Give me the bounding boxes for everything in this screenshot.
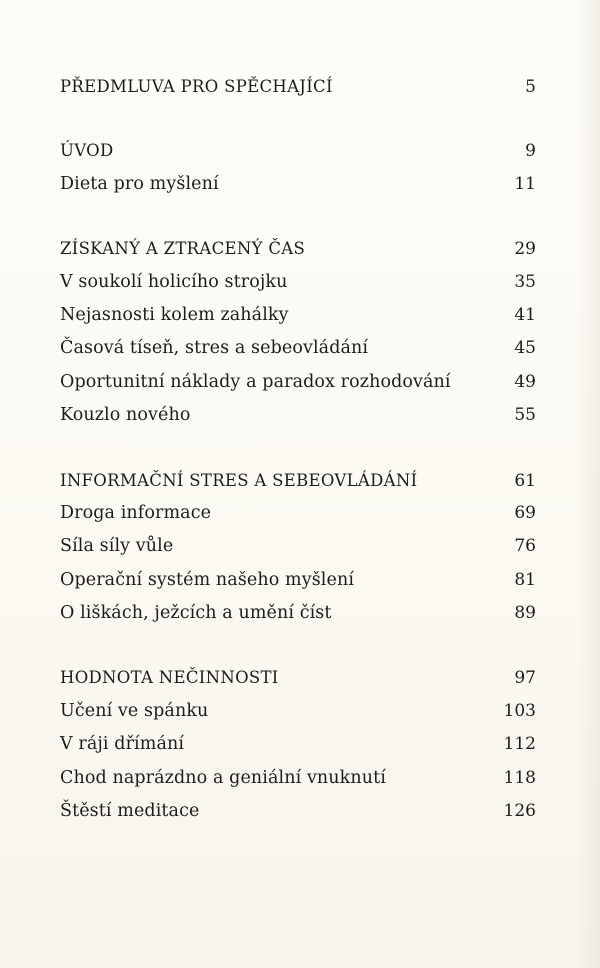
toc-section	[60, 232, 540, 432]
page-number: 55	[514, 405, 536, 426]
page-number: 41	[514, 304, 536, 325]
chapter-title: Učení ve spánku	[60, 700, 209, 721]
toc-entry	[60, 332, 540, 365]
page-number: 89	[514, 603, 536, 624]
chapter-title: Dieta pro myšlení	[60, 173, 219, 194]
chapter-title: Oportunitní náklady a paradox rozhodování	[60, 371, 451, 392]
page-number: 97	[514, 668, 536, 689]
toc-entry	[60, 564, 540, 597]
chapter-title: Kouzlo nového	[60, 405, 191, 426]
toc-section	[60, 70, 540, 103]
toc-entry	[60, 399, 540, 432]
toc-entry	[60, 168, 540, 201]
chapter-title: Operační systém našeho myšlení	[60, 569, 355, 590]
chapter-title: Časová tíseň, stres a sebeovládání	[60, 338, 369, 359]
toc-section	[60, 464, 540, 631]
toc-entry	[60, 597, 540, 630]
page-number: 9	[525, 141, 536, 162]
page-number: 45	[514, 338, 536, 359]
toc-entry	[60, 366, 540, 399]
toc-entry	[60, 795, 540, 828]
page-number: 49	[514, 371, 536, 392]
toc-section-heading	[60, 232, 540, 265]
toc-section-heading	[60, 464, 540, 497]
section-title: ZÍSKANÝ A ZTRACENÝ ČAS	[60, 239, 306, 259]
chapter-title: O liškách, ježcích a umění číst	[60, 603, 332, 624]
page-number: 76	[514, 536, 536, 557]
chapter-title: Chod naprázdno a geniální vnuknutí	[60, 767, 386, 788]
toc-entry	[60, 762, 540, 795]
toc-section	[60, 661, 540, 828]
toc-section-heading	[60, 134, 540, 167]
toc-entry	[60, 299, 540, 332]
page-number: 126	[503, 801, 536, 822]
page-number: 29	[514, 239, 536, 260]
chapter-title: Droga informace	[60, 502, 212, 523]
chapter-title: Nejasnosti kolem zahálky	[60, 304, 289, 325]
page-edge-shadow	[576, 0, 600, 968]
chapter-title: V soukolí holicího strojku	[60, 271, 288, 292]
toc-section-heading	[60, 70, 540, 103]
toc-entry	[60, 266, 540, 299]
toc-entry	[60, 497, 540, 530]
section-title: ÚVOD	[60, 141, 114, 161]
toc-entry	[60, 695, 540, 728]
toc-section	[60, 134, 540, 201]
page-number: 81	[514, 569, 536, 590]
page-number: 103	[503, 700, 536, 721]
table-of-contents	[60, 70, 540, 859]
toc-entry	[60, 728, 540, 761]
chapter-title: Síla síly vůle	[60, 536, 174, 557]
page-number: 61	[514, 470, 536, 491]
section-title: INFORMAČNÍ STRES A SEBEOVLÁDÁNÍ	[60, 470, 418, 490]
toc-entry	[60, 530, 540, 563]
page-number: 11	[514, 173, 536, 194]
section-title: PŘEDMLUVA PRO SPĚCHAJÍCÍ	[60, 77, 333, 96]
page-number: 35	[514, 271, 536, 292]
page-number: 5	[525, 77, 536, 97]
chapter-title: Štěstí meditace	[60, 801, 200, 822]
chapter-title: V ráji dřímání	[60, 734, 185, 755]
page-number: 69	[514, 502, 536, 523]
page-number: 118	[503, 767, 536, 788]
toc-section-heading	[60, 661, 540, 694]
page-number: 112	[503, 734, 536, 755]
section-title: HODNOTA NEČINNOSTI	[60, 668, 279, 688]
